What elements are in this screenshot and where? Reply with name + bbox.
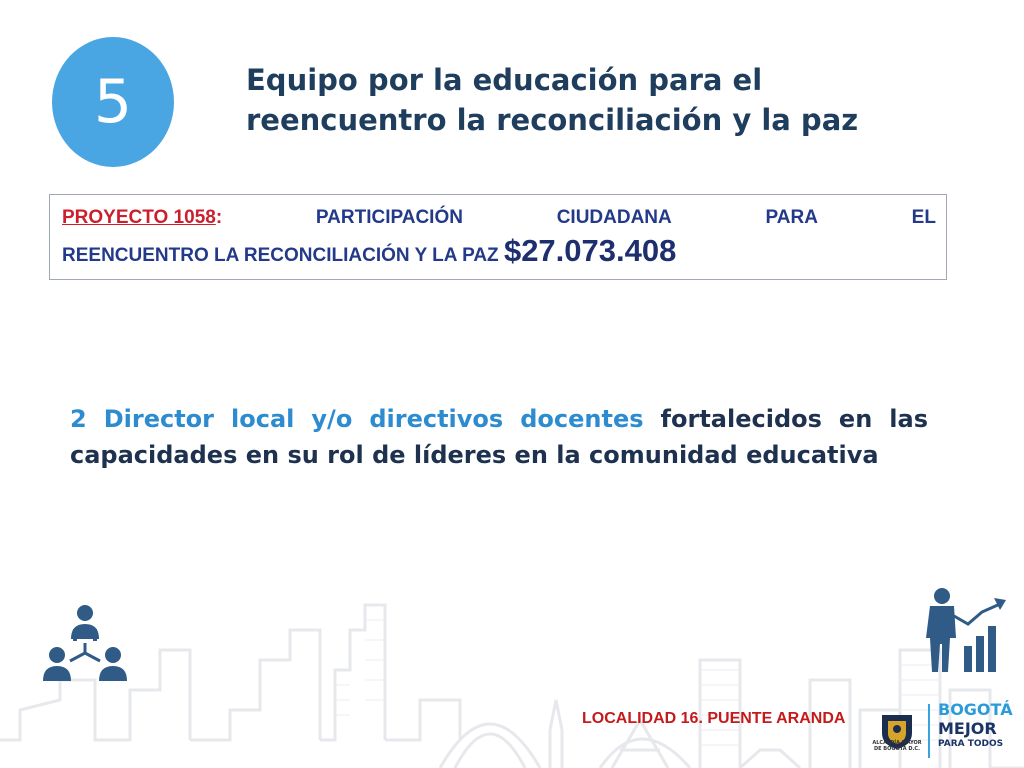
project-label: PROYECTO 1058: [62, 207, 216, 228]
goal-rest: fortalecidos en las capacidades en su rol de líderes en la comunidad educativa: [70, 405, 929, 469]
project-label-group: [62, 205, 222, 231]
slide-title-line-1: Equipo por la educación para el: [246, 63, 763, 97]
goal-description: [70, 401, 928, 473]
goal-highlight: 2 Director local y/o directivos docentes: [70, 405, 644, 433]
bogota-mejor-logo: [938, 700, 1020, 762]
logo-divider: [928, 704, 930, 758]
project-box: [49, 194, 947, 280]
slide-number: 5: [93, 67, 133, 137]
slide-number-badge: [52, 37, 174, 167]
business-growth-icon: [920, 586, 1010, 674]
project-word-2: CIUDADANA: [556, 207, 672, 228]
crest-caption-line-1: ALCALDÍA MAYOR: [872, 740, 922, 746]
team-hierarchy-icon: [40, 603, 130, 683]
project-word-1: PARTICIPACIÓN: [315, 207, 463, 228]
project-label-colon: :: [215, 207, 223, 228]
project-amount: $27.073.408: [503, 233, 677, 268]
brand-line-2: MEJOR: [938, 719, 997, 738]
crest-caption: [866, 740, 928, 752]
brand-line-1: BOGOTÁ: [938, 700, 1013, 719]
slide-title-line-2: reencuentro la reconciliación y la paz: [246, 103, 859, 137]
project-line-1: [62, 205, 936, 231]
project-word-4: EL: [911, 207, 936, 228]
crest-caption-line-2: DE BOGOTÁ D.C.: [874, 746, 920, 752]
project-name-continued: REENCUENTRO LA RECONCILIACIÓN Y LA PAZ: [62, 245, 499, 266]
bogota-crest-icon: [874, 700, 920, 762]
project-word-3: PARA: [765, 207, 818, 228]
localidad-label: LOCALIDAD 16. PUENTE ARANDA: [582, 710, 846, 727]
brand-line-3: PARA TODOS: [938, 739, 1004, 749]
project-line-2: [62, 231, 936, 271]
slide-title: [246, 60, 906, 140]
